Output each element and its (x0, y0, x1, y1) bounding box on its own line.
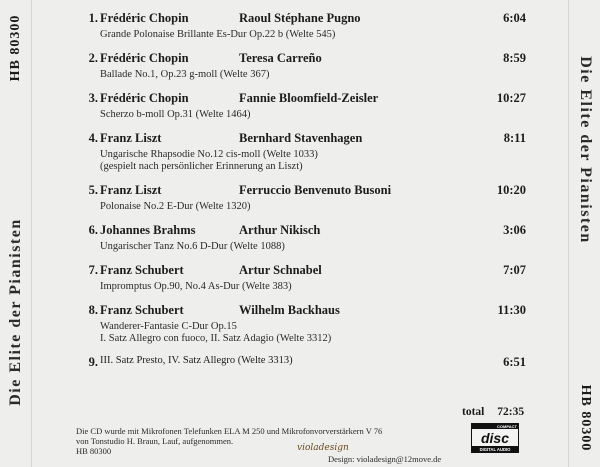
svg-text:disc: disc (480, 430, 510, 446)
track-header (76, 51, 526, 69)
track-pianist: Bernhard Stavenhagen (239, 131, 363, 145)
credit-line: von Tonstudio H. Braun, Lauf, aufgenommen. (76, 436, 234, 446)
right-spine (568, 0, 600, 467)
track-duration: 3:06 (503, 223, 526, 237)
track-pianist: Wilhelm Backhaus (239, 303, 340, 317)
track-pianist: Ferruccio Benvenuto Busoni (239, 183, 392, 197)
track-note: Grande Polonaise Brillante Es-Dur Op.22 b (Welte 545) (100, 29, 336, 40)
track-composer: Franz Liszt (100, 183, 162, 197)
track-composer: Franz Liszt (100, 131, 162, 145)
left-spine-title: Die Elite der Pianisten (7, 218, 24, 406)
track-list (76, 11, 526, 373)
track-item (76, 11, 526, 41)
track-note: Impromptus Op.90, No.4 As-Dur (Welte 383) (100, 281, 292, 292)
track-item (76, 51, 526, 81)
right-spine-title: Die Elite der Pianisten (577, 56, 594, 244)
track-item (76, 355, 526, 373)
track-composer: Frédéric Chopin (100, 91, 189, 105)
svg-text:COMPACT: COMPACT (497, 424, 517, 429)
track-note: (gespielt nach persönlicher Erinnerung an Liszt) (100, 161, 303, 172)
track-composer: Frédéric Chopin (100, 51, 189, 65)
compact-disc-logo (471, 423, 519, 453)
track-item (76, 223, 526, 253)
track-duration: 8:11 (503, 131, 526, 145)
credit-line: Die CD wurde mit Mikrofonen Telefunken ELA M 250 und Mikrofonvorverstärkern V 76 (76, 426, 383, 436)
track-item (76, 131, 526, 173)
track-number: 9. (88, 355, 98, 369)
track-duration: 6:04 (503, 11, 526, 25)
track-note: Ungarischer Tanz No.6 D-Dur (Welte 1088) (100, 241, 285, 252)
track-note: Ballade No.1, Op.23 g-moll (Welte 367) (100, 69, 270, 80)
track-note: Ungarische Rhapsodie No.12 cis-moll (Welte 1033) (100, 149, 318, 160)
track-duration: 11:30 (497, 303, 526, 317)
track-item (76, 91, 526, 121)
track-item (76, 303, 526, 345)
track-duration: 10:27 (496, 91, 526, 105)
track-pianist: Raoul Stéphane Pugno (239, 11, 361, 25)
track-note: Wanderer-Fantasie C-Dur Op.15 (100, 321, 237, 332)
total-duration (462, 406, 524, 418)
track-note: I. Satz Allegro con fuoco, II. Satz Adagio (Welte 3312) (100, 333, 332, 344)
track-pianist: Artur Schnabel (239, 263, 322, 277)
right-spine-catalog: HB 80300 (578, 384, 593, 452)
track-header (76, 91, 526, 109)
track-number: 5. (88, 183, 98, 197)
track-number: 8. (88, 303, 98, 317)
track-note: Scherzo b-moll Op.31 (Welte 1464) (100, 109, 251, 120)
track-header (76, 11, 526, 29)
track-duration: 10:20 (496, 183, 526, 197)
track-header (76, 183, 526, 201)
track-header (76, 355, 526, 373)
track-composer: Johannes Brahms (100, 223, 196, 237)
violadesign-logo: violadesign (297, 443, 349, 453)
total-label: total (462, 406, 485, 418)
recording-credits (76, 426, 416, 456)
track-duration: 7:07 (503, 263, 526, 277)
track-pianist: Arthur Nikisch (239, 223, 321, 237)
track-number: 7. (88, 263, 98, 277)
svg-text:DIGITAL AUDIO: DIGITAL AUDIO (479, 446, 511, 452)
total-value: 72:35 (497, 406, 525, 418)
track-composer: Franz Schubert (100, 263, 184, 277)
track-item (76, 183, 526, 213)
design-credit: Design: violadesign@12move.de (328, 454, 442, 464)
track-item (76, 263, 526, 293)
track-header (76, 263, 526, 281)
track-number: 3. (88, 91, 98, 105)
track-number: 4. (88, 131, 98, 145)
track-pianist: Fannie Bloomfield-Zeisler (239, 91, 379, 105)
track-number: 2. (88, 51, 98, 65)
track-note: Polonaise No.2 E-Dur (Welte 1320) (100, 201, 251, 212)
track-number: 6. (88, 223, 98, 237)
track-composer: Franz Schubert (100, 303, 184, 317)
track-number: 1. (88, 11, 98, 25)
track-duration: 8:59 (503, 51, 526, 65)
left-spine-catalog: HB 80300 (8, 14, 23, 82)
credit-line: HB 80300 (76, 446, 112, 456)
track-header (76, 131, 526, 149)
track-pianist: Teresa Carreño (239, 51, 322, 65)
track-note: III. Satz Presto, IV. Satz Allegro (Welte 3313) (100, 355, 293, 366)
track-header (76, 223, 526, 241)
track-duration: 6:51 (503, 355, 526, 369)
track-header (76, 303, 526, 321)
track-composer: Frédéric Chopin (100, 11, 189, 25)
left-spine (0, 0, 32, 467)
